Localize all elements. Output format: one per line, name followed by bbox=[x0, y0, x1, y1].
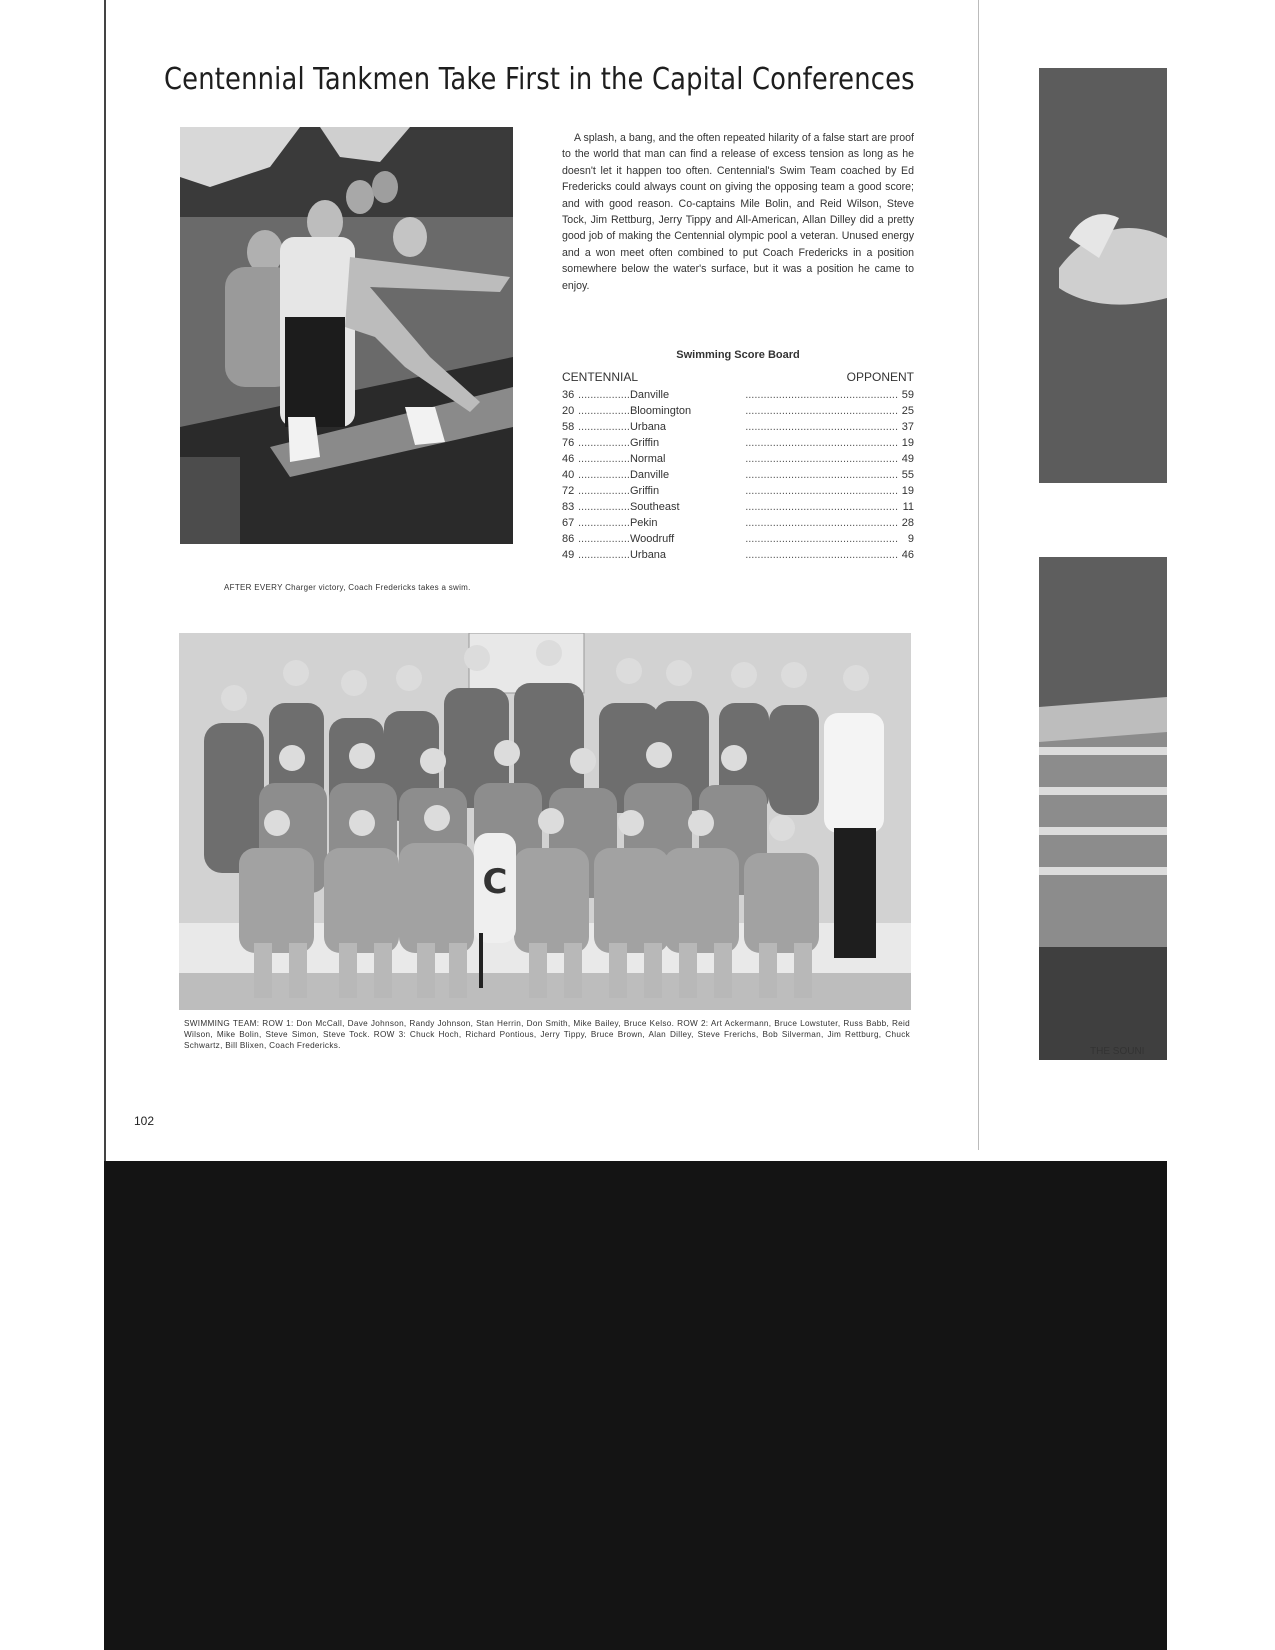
yearbook-page bbox=[104, 0, 972, 1161]
scoreboard-title: Swimming Score Board bbox=[676, 349, 800, 361]
facing-page-caption: THE SOUNI bbox=[1090, 1046, 1145, 1057]
column-opponent: OPPONENT bbox=[846, 370, 914, 384]
svg-text:C: C bbox=[482, 862, 508, 902]
table-row: 40 ................. Danville .................................................. 55 bbox=[562, 469, 914, 481]
table-row: 36 ................. Danville .................................................. 59 bbox=[562, 389, 914, 401]
page-fold bbox=[978, 0, 979, 1150]
table-row: 46 ................. Normal .................................................. 49 bbox=[562, 453, 914, 465]
facing-page-photo-bottom bbox=[1039, 557, 1167, 1060]
table-row: 67 ................. Pekin .................................................. 28 bbox=[562, 517, 914, 529]
table-row: 86 ................. Woodruff .................................................. 9 bbox=[562, 533, 914, 545]
scan-background bbox=[104, 1161, 1167, 1650]
scoreboard-header bbox=[562, 370, 914, 386]
table-row: 58 ................. Urbana .................................................. 37 bbox=[562, 421, 914, 433]
photo1-caption: AFTER EVERY Charger victory, Coach Fredericks takes a swim. bbox=[224, 583, 471, 592]
page-edge bbox=[104, 0, 106, 1161]
facing-page-photo-top bbox=[1039, 68, 1167, 483]
page-headline: Centennial Tankmen Take First in the Capital Conferences bbox=[164, 62, 915, 97]
table-row: 20 ................. Bloomington .................................................. 25 bbox=[562, 405, 914, 417]
facing-page bbox=[980, 0, 1167, 1161]
intro-paragraph: A splash, a bang, and the often repeated hilarity of a false start are proof to the world that man can find a release of excess tension as long as he doesn't let it happen too often. Centennial's Swim Team coached by Ed Fredericks could always count on giving the opposing team a good score; and with good reason. Co-captains Mile Bolin, and Reid Wilson, Steve Tock, Jim Rettburg, Jerry Tippy and All-American, Allan Dilley did a pretty good job of making the Centennial olympic pool a veteran. Unused energy and a won meet often combined to put Coach Fredericks in a position somewhere below the water's surface, but it was a position he came to enjoy. bbox=[562, 132, 914, 292]
table-row: 76 ................. Griffin .................................................. 19 bbox=[562, 437, 914, 449]
page-number: 102 bbox=[134, 1114, 155, 1128]
table-row: 49 ................. Urbana .................................................. 46 bbox=[562, 549, 914, 561]
column-centennial: CENTENNIAL bbox=[562, 370, 639, 384]
team-caption: SWIMMING TEAM: ROW 1: Don McCall, Dave Johnson, Randy Johnson, Stan Herrin, Don Smith, Mike Bailey, Bruce Kelso. ROW 2: Art Ackermann, Bruce Lowstuter, Russ Babb, Reid Wilson, Mike Bolin, Steve Simon, Steve Tock. ROW 3: Chuck Hoch, Richard Pontious, Jerry Tippy, Bruce Brown, Alan Dilley, Steve Frerichs, Bob Silverman, Jim Rettburg, Chuck Schwartz, Bill Blixen, Coach Fredericks. bbox=[184, 1019, 910, 1050]
table-row: 72 ................. Griffin .................................................. 19 bbox=[562, 485, 914, 497]
coach-swim-photo bbox=[180, 127, 513, 544]
table-row: 83 ................. Southeast .................................................. 11 bbox=[562, 501, 914, 513]
team-photo bbox=[179, 633, 911, 1010]
